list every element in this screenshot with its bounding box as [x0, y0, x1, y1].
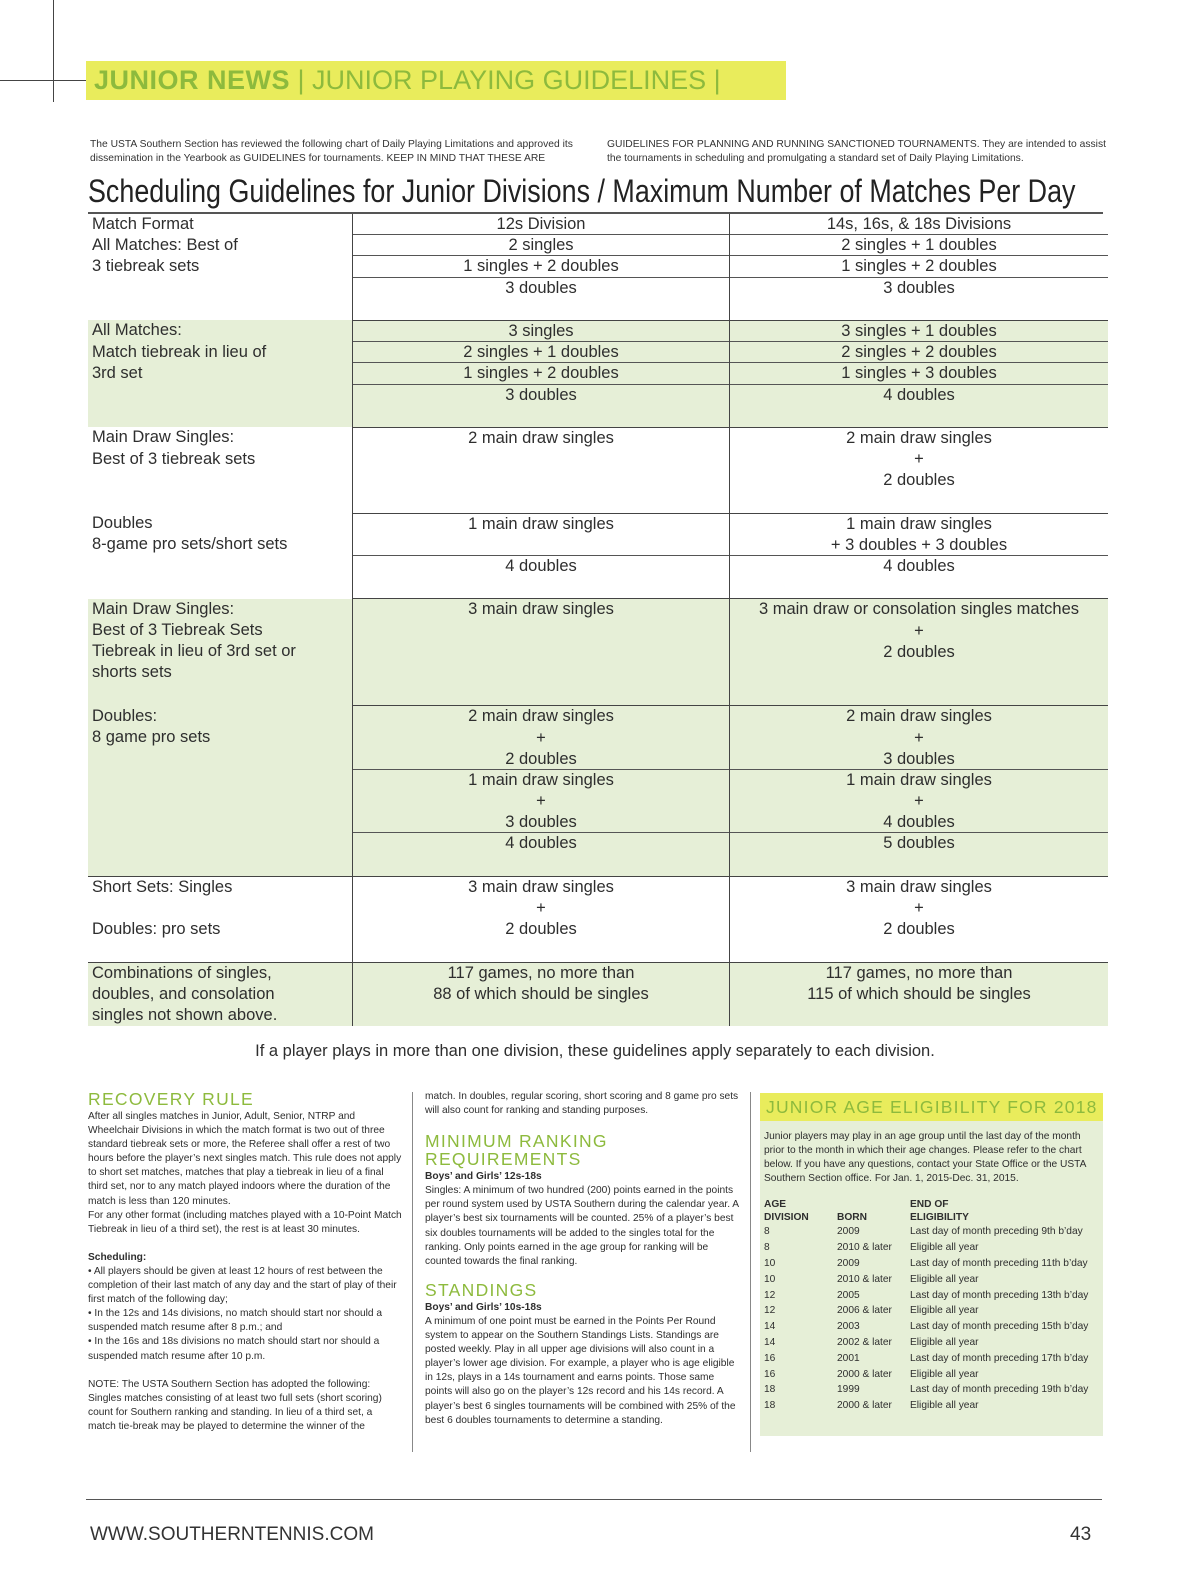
age-cell-eligibility: Eligible all year	[910, 1368, 979, 1380]
cell-value: 2 main draw singles	[468, 428, 614, 447]
scheduling-bullet: • In the 12s and 14s divisions, no match should start nor should a suspended match resume after 8 p.m.; and	[88, 1308, 383, 1334]
table-row	[88, 876, 1108, 962]
cell-value: +	[536, 899, 546, 917]
age-cell-division: 10	[764, 1257, 776, 1269]
intro-text-left: The USTA Southern Section has reviewed the following chart of Daily Playing Limitations and approved its dissemination in the Yearbook as GUIDELINES for tournaments. KEEP IN MIND THAT THESE ARE	[90, 139, 573, 164]
table-row	[764, 1319, 1088, 1335]
standings-subheading: Boys’ and Girls’ 10s-18s	[425, 1301, 542, 1313]
cell-value: 4 doubles	[505, 834, 577, 853]
age-cell-born: 2001	[837, 1352, 860, 1364]
age-cell-division: 18	[764, 1384, 776, 1396]
cell-value: +	[914, 728, 924, 747]
cell-value: 3 doubles	[505, 278, 577, 297]
standings-text: A minimum of one point must be earned in the Points Per Round system to appear on the Southern Standings Lists. Standings are posted weekly. Play in all upper age divisions will also count in a player’s lower age division. For example, a player who is age eligible in 12s, plays in a 14s tournament and earns points. Those same points will also go on the player’s 12s record and his 14s record. A player’s best 6 singles tournaments will be combined with 25% of the best 6 doubles tournaments to determine a standing.	[425, 1315, 736, 1426]
table-row	[88, 962, 1108, 1026]
crop-mark-vertical	[53, 0, 54, 102]
cell-value: +	[536, 792, 546, 811]
age-cell-eligibility: Last day of month preceding 11th b’day	[910, 1257, 1088, 1269]
age-cell-eligibility: Eligible all year	[910, 1400, 979, 1412]
age-cell-born: 2003	[837, 1321, 860, 1333]
table-row	[764, 1272, 1088, 1288]
cell-value: 117 games, no more than	[825, 963, 1013, 982]
cell-value: 2 main draw singles	[468, 707, 614, 726]
cell-value: 2 singles	[353, 235, 729, 256]
cell-value: 2 singles + 2 doubles	[730, 342, 1108, 363]
header-match-format: Match Format	[92, 215, 194, 233]
table-row	[88, 320, 1108, 427]
row-label: Match tiebreak in lieu of	[92, 342, 267, 361]
table-row	[88, 599, 1108, 706]
cell-value: 3 doubles	[883, 278, 955, 297]
scheduling-bullet: • In the 16s and 18s divisions no match should start nor should a suspended match resume after 10 p.m.	[88, 1336, 380, 1362]
table-row	[764, 1335, 1088, 1351]
age-cell-eligibility: Eligible all year	[910, 1242, 979, 1254]
standings-heading: STANDINGS	[425, 1279, 538, 1300]
cell-value: +	[914, 621, 924, 640]
age-cell-division: 10	[764, 1273, 776, 1285]
age-cell-born: 2006 & later	[837, 1305, 892, 1317]
row-label: 3 tiebreak sets	[92, 257, 200, 276]
banner-junior-news: JUNIOR NEWS	[94, 65, 291, 95]
page-number: 43	[1070, 1524, 1092, 1545]
age-cell-eligibility: Last day of month preceding 9th b’day	[910, 1226, 1083, 1238]
header-eligibility: ELIGIBILITY	[910, 1212, 969, 1224]
recovery-rule-heading: RECOVERY RULE	[88, 1089, 255, 1109]
row-label: Best of 3 Tiebreak Sets	[92, 621, 263, 640]
table-row	[764, 1351, 1088, 1367]
row-label: All Matches:	[92, 321, 182, 340]
column-divider	[750, 1092, 751, 1452]
table-row	[88, 235, 1108, 320]
banner-subtitle: | JUNIOR PLAYING GUIDELINES |	[290, 65, 721, 95]
cell-value: 1 main draw singles	[468, 770, 614, 789]
header-age: AGE	[764, 1199, 787, 1211]
table-row	[764, 1256, 1088, 1272]
age-cell-division: 8	[764, 1242, 770, 1254]
cell-value: 4 doubles	[505, 557, 577, 575]
cell-value: +	[536, 728, 546, 747]
continued-text: match. In doubles, regular scoring, short scoring and 8 game pro sets will also count for ranking and standing purposes.	[425, 1091, 739, 1117]
row-label: shorts sets	[92, 663, 172, 682]
table-footnote: If a player plays in more than one division, these guidelines apply separately to each division.	[255, 1042, 935, 1060]
row-label: Main Draw Singles:	[92, 428, 235, 447]
row-label: Best of 3 tiebreak sets	[92, 449, 256, 468]
minimum-ranking-text: Singles: A minimum of two hundred (200) points earned in the points per round system used by USTA Southern during the calendar year. A player’s best six tournaments will be counted. 25% of a player’s best six doubles tournaments will be added to the singles total for the ranking. Only points earned in the age group for ranking will be counted towards the final ranking.	[425, 1185, 739, 1267]
recovery-paragraph-1: After all singles matches in Junior, Adult, Senior, NTRP and Wheelchair Divisions in which the match format is two out of three standard tiebreak sets or more, the Referee shall offer a rest of two hours before the player’s next singles match. This rule does not apply to short set matches, matches that play a tiebreak in lieu of a final third set, nor to any match played indoors where the duration of the match is less than 120 minutes.	[88, 1111, 402, 1207]
table-row-header	[88, 214, 1108, 235]
age-cell-division: 16	[764, 1352, 776, 1364]
footer-rule	[86, 1499, 1102, 1500]
age-eligibility-heading: JUNIOR AGE ELIGIBILITY FOR 2018	[760, 1093, 1103, 1121]
row-label: Short Sets: Singles	[92, 877, 233, 896]
column-divider	[412, 1092, 413, 1452]
cell-value: 3 main draw or consolation singles matches	[758, 600, 1080, 619]
cell-value: 2 doubles	[883, 920, 955, 939]
age-cell-division: 8	[764, 1226, 770, 1238]
age-cell-division: 18	[764, 1400, 776, 1412]
table-row	[88, 427, 1108, 513]
cell-value: 2 doubles	[353, 749, 729, 770]
cell-value: 2 doubles	[883, 471, 955, 490]
table-row	[764, 1382, 1088, 1398]
minimum-ranking-subheading: Boys’ and Girls’ 12s-18s	[425, 1171, 542, 1183]
cell-value: 3 main draw singles	[468, 877, 614, 896]
header-division: DIVISION	[764, 1212, 809, 1224]
crop-mark-horizontal	[0, 80, 86, 81]
cell-value: 3 doubles	[505, 385, 577, 404]
age-cell-born: 2010 & later	[837, 1242, 892, 1254]
recovery-paragraph-2: For any other format (including matches played with a 10-Point Match Tiebreak in lieu of a third set), the rest is at least 30 minutes.	[88, 1209, 402, 1235]
recovery-rule-column	[88, 1090, 402, 1434]
row-label: 3rd set	[92, 363, 143, 382]
row-label: 8-game pro sets/short sets	[92, 535, 288, 554]
cell-value: 4 doubles	[883, 385, 955, 404]
cell-value: + 3 doubles + 3 doubles	[730, 535, 1108, 556]
cell-value: 3 doubles	[730, 749, 1108, 770]
age-cell-born: 2000 & later	[837, 1368, 892, 1380]
rankings-column	[425, 1090, 741, 1428]
table-row	[764, 1303, 1088, 1319]
age-cell-born: 2009	[837, 1226, 860, 1238]
cell-value: 115 of which should be singles	[807, 984, 1031, 1003]
scheduling-heading: Scheduling:	[88, 1251, 147, 1263]
table-row	[764, 1240, 1088, 1256]
cell-value: 117 games, no more than	[447, 963, 635, 982]
cell-value: 1 singles + 2 doubles	[353, 363, 729, 384]
age-cell-born: 2002 & later	[837, 1336, 892, 1348]
age-cell-eligibility: Last day of month preceding 17th b’day	[910, 1352, 1089, 1364]
row-label: Main Draw Singles:	[92, 599, 235, 618]
header-born: BORN	[837, 1212, 867, 1224]
cell-value: 1 main draw singles	[468, 514, 614, 533]
footer-url: WWW.SOUTHERNTENNIS.COM	[90, 1524, 374, 1545]
age-eligibility-box	[760, 1093, 1103, 1436]
age-eligibility-intro: Junior players may play in an age group until the last day of the month prior to the month in which their age changes. Please refer to the chart below. If you have any questions, contact your State Office or the USTA Southern Section office. For Jan. 1, 2015-Dec. 31, 2015.	[764, 1131, 1086, 1185]
age-cell-born: 2010 & later	[837, 1273, 892, 1285]
cell-value: +	[914, 792, 924, 811]
row-label: singles not shown above.	[92, 1005, 278, 1024]
row-label: Tiebreak in lieu of 3rd set or	[92, 642, 296, 661]
header-12s: 12s Division	[353, 214, 729, 235]
age-cell-eligibility: Last day of month preceding 19th b’day	[910, 1384, 1089, 1396]
age-cell-eligibility: Last day of month preceding 15th b’day	[910, 1321, 1089, 1333]
cell-value: 5 doubles	[883, 834, 955, 853]
row-label: Doubles: pro sets	[92, 920, 221, 939]
scheduling-table	[88, 214, 1108, 1026]
row-label: Combinations of singles,	[92, 963, 272, 982]
cell-value: 1 singles + 3 doubles	[730, 363, 1108, 384]
cell-value: 2 main draw singles	[846, 707, 992, 726]
age-cell-eligibility: Eligible all year	[910, 1273, 979, 1285]
row-label: 8 game pro sets	[92, 728, 211, 746]
header-14s-18s: 14s, 16s, & 18s Divisions	[730, 214, 1108, 235]
age-cell-born: 2009	[837, 1257, 860, 1269]
table-row	[764, 1288, 1088, 1304]
age-cell-eligibility: Last day of month preceding 13th b’day	[910, 1289, 1089, 1301]
cell-value: 3 main draw singles	[468, 600, 614, 619]
row-label: Doubles	[92, 514, 153, 533]
page-title: Scheduling Guidelines for Junior Divisions / Maximum Number of Matches Per Day	[88, 173, 1076, 209]
cell-value: 3 singles	[353, 321, 729, 342]
age-cell-division: 14	[764, 1321, 776, 1333]
age-table-header	[764, 1198, 1088, 1224]
age-cell-division: 16	[764, 1368, 776, 1380]
age-cell-division: 12	[764, 1305, 776, 1317]
age-cell-born: 2000 & later	[837, 1400, 892, 1412]
cell-value: 1 main draw singles	[846, 770, 992, 789]
recovery-note: NOTE: The USTA Southern Section has adopted the following: Singles matches consisting of at least two full sets (short scoring) count for Southern ranking and standing. In lieu of a third set, a match tie-break may be played to determine the winner of the	[88, 1378, 382, 1432]
cell-value: 2 doubles	[883, 642, 955, 661]
age-cell-born: 1999	[837, 1384, 860, 1396]
age-cell-eligibility: Eligible all year	[910, 1336, 979, 1348]
cell-value: 3 singles + 1 doubles	[730, 321, 1108, 342]
header-end-of: END OF	[910, 1199, 949, 1211]
table-row	[88, 706, 1108, 877]
cell-value: 1 main draw singles	[846, 514, 992, 533]
age-cell-eligibility: Eligible all year	[910, 1305, 979, 1317]
cell-value: 4 doubles	[730, 812, 1108, 833]
cell-value: 4 doubles	[883, 557, 955, 575]
table-row	[88, 513, 1108, 599]
row-label: All Matches: Best of	[92, 236, 238, 255]
cell-value: 2 singles + 1 doubles	[353, 342, 729, 363]
table-row	[764, 1398, 1088, 1414]
table-row	[764, 1367, 1088, 1383]
age-cell-division: 14	[764, 1336, 776, 1348]
age-eligibility-table	[764, 1198, 1088, 1414]
age-cell-born: 2005	[837, 1289, 860, 1301]
cell-value: 2 main draw singles	[846, 428, 992, 447]
row-label: Doubles:	[92, 706, 158, 725]
cell-value: 2 doubles	[505, 920, 577, 939]
minimum-ranking-heading: MINIMUM RANKING REQUIREMENTS	[425, 1131, 608, 1170]
cell-value: +	[914, 899, 924, 917]
scheduling-bullet: • All players should be given at least 12 hours of rest between the completion of their last match of any day and the start of play of their first match of the following day;	[88, 1265, 397, 1306]
intro-text-right: GUIDELINES FOR PLANNING AND RUNNING SANCTIONED TOURNAMENTS. They are intended to assist the tournaments in scheduling and promulgating a standard set of Daily Playing Limitations.	[607, 139, 1106, 164]
cell-value: +	[914, 450, 924, 469]
age-cell-division: 12	[764, 1289, 776, 1301]
section-banner	[86, 61, 786, 100]
cell-value: 2 singles + 1 doubles	[730, 235, 1108, 256]
cell-value: 1 singles + 2 doubles	[730, 256, 1108, 277]
cell-value: 88 of which should be singles	[433, 984, 649, 1003]
table-row	[764, 1224, 1088, 1240]
cell-value: 3 main draw singles	[846, 877, 992, 896]
cell-value: 1 singles + 2 doubles	[353, 256, 729, 277]
row-label: doubles, and consolation	[92, 984, 275, 1003]
cell-value: 3 doubles	[353, 812, 729, 833]
